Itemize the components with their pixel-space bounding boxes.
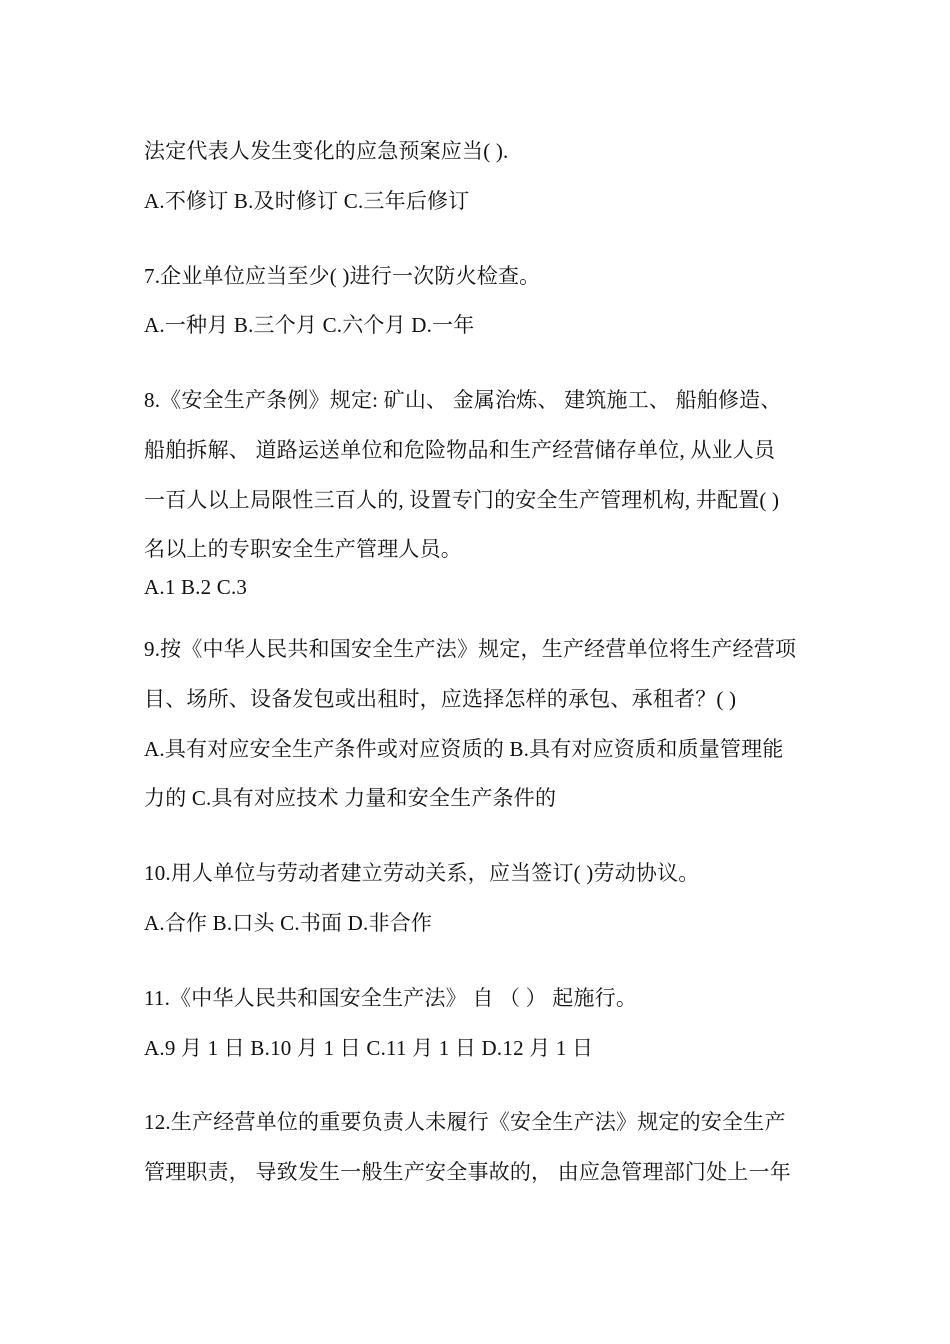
text-line: 12.生产经营单位的重要负责人未履行《安全生产法》规定的安全生产 bbox=[144, 1110, 786, 1134]
text-line: A.不修订 B.及时修订 C.三年后修订 bbox=[144, 189, 470, 213]
text-line: 一百人以上局限性三百人的, 设置专门的安全生产管理机构, 井配置( ) bbox=[144, 488, 780, 512]
text-line: 8.《安全生产条例》规定: 矿山、 金属治炼、 建筑施工、 船舶修造、 bbox=[144, 388, 782, 412]
text-line: 力的 C.具有对应技术 力量和安全生产条件的 bbox=[144, 786, 557, 810]
text-line: 11.《中华人民共和国安全生产法》 自 （ ） 起施行。 bbox=[144, 986, 638, 1010]
text-line: 管理职责， 导致发生一般生产安全事故的， 由应急管理部门处上一年 bbox=[144, 1160, 791, 1184]
text-line: 目、场所、设备发包或出租时，应选择怎样的承包、承租者？( ) bbox=[144, 687, 737, 711]
text-line: 9.按《中华人民共和国安全生产法》规定，生产经营单位将生产经营项 bbox=[144, 637, 797, 661]
text-line: 船舶拆解、 道路运送单位和危险物品和生产经营储存单位, 从业人员 bbox=[144, 438, 776, 462]
text-line: 法定代表人发生变化的应急预案应当( ). bbox=[144, 139, 509, 163]
text-line: 7.企业单位应当至少( )进行一次防火检查。 bbox=[144, 264, 541, 288]
text-line: A.9 月 1 日 B.10 月 1 日 C.11 月 1 日 D.12 月 1 日 bbox=[144, 1036, 594, 1060]
text-line: A.1 B.2 C.3 bbox=[144, 575, 248, 599]
text-line: A.合作 B.口头 C.书面 D.非合作 bbox=[144, 911, 433, 935]
text-line: A.一种月 B.三个月 C.六个月 D.一年 bbox=[144, 313, 475, 337]
text-line: 10.用人单位与劳动者建立劳动关系，应当签订( )劳动协议。 bbox=[144, 861, 700, 885]
text-line: A.具有对应安全生产条件或对应资质的 B.具有对应资质和质量管理能 bbox=[144, 737, 784, 761]
text-line: 名以上的专职安全生产管理人员。 bbox=[144, 537, 462, 561]
